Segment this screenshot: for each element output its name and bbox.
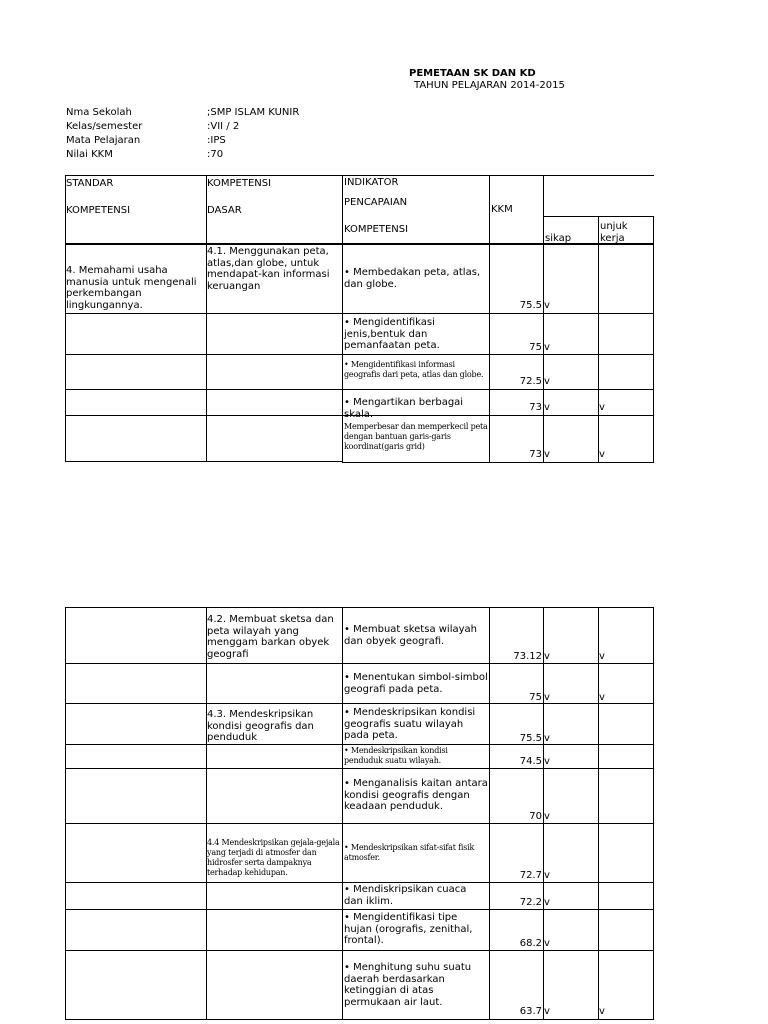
kkm-value: 68.2 — [519, 938, 542, 949]
info-value: :70 — [207, 149, 224, 160]
info-label: Kelas/semester — [66, 121, 143, 132]
kkm-value: 73 — [529, 402, 542, 413]
kkm-value: 70 — [529, 811, 542, 822]
sikap-check: v — [544, 897, 550, 908]
kkm-value: 72.7 — [519, 870, 542, 881]
kompetensi-dasar-cell: 4.3. Mendeskripsikan kondisi geografis dan penduduk — [207, 709, 314, 743]
unjuk-kerja-check: v — [599, 402, 605, 413]
header-pencapaian: PENCAPAIAN — [344, 197, 408, 208]
indikator-cell: • Mengartikan berbagai skala. — [344, 397, 464, 420]
indikator-cell: • Mendeskripsikan sifat-sifat fisik atmosfer. — [344, 843, 475, 862]
indikator-cell: • Menentukan simbol-simbol geografi pada peta. — [344, 672, 488, 695]
sikap-check: v — [544, 376, 550, 387]
header-indikator-kompetensi: KOMPETENSI — [344, 224, 409, 235]
sikap-check: v — [544, 1006, 550, 1017]
kkm-value: 75 — [529, 692, 542, 703]
info-value: :VII / 2 — [207, 121, 240, 132]
sikap-check: v — [544, 449, 550, 460]
kkm-value: 75 — [529, 342, 542, 353]
kkm-value: 73 — [529, 449, 542, 460]
header-standar-kompetensi: KOMPETENSI — [66, 205, 131, 216]
kkm-value: 75.5 — [519, 300, 542, 311]
kkm-value: 74.5 — [519, 756, 542, 767]
kompetensi-dasar-cell: 4.2. Membuat sketsa dan peta wilayah yang menggam barkan obyek geografi — [207, 614, 334, 660]
header-kompetensi: KOMPETENSI — [207, 178, 272, 189]
indikator-cell: • Mendeskripsikan kondisi geografis suatu wilayah pada peta. — [344, 707, 476, 741]
page-subtitle: TAHUN PELAJARAN 2014-2015 — [414, 80, 565, 91]
kkm-value: 73.12 — [513, 651, 542, 662]
header-kkm: KKM — [491, 204, 513, 215]
indikator-cell: • Membuat sketsa wilayah dan obyek geografi. — [344, 624, 477, 647]
info-label: Nilai KKM — [66, 149, 113, 160]
kkm-value: 75.5 — [519, 733, 542, 744]
sikap-check: v — [544, 870, 550, 881]
indikator-cell: • Mengidentifikasi jenis,bentuk dan pemanfaatan peta. — [344, 317, 440, 351]
indikator-cell: • Menganalisis kaitan antara kondisi geografis dengan keadaan penduduk. — [344, 778, 488, 812]
kkm-value: 72.2 — [519, 897, 542, 908]
kompetensi-dasar-cell: 4.4 Mendeskripsikan gejala-gejala yang terjadi di atmosfer dan hidrosfer serta dampaknya terhadap kehidupan. — [207, 838, 340, 877]
info-value: ;SMP ISLAM KUNIR — [207, 107, 300, 118]
sikap-check: v — [544, 733, 550, 744]
info-value: :IPS — [207, 135, 226, 146]
indikator-cell: • Mendeskripsikan kondisi penduduk suatu wilayah. — [344, 746, 448, 765]
standar-kompetensi-cell: 4. Memahami usaha manusia untuk mengenali perkembangan lingkungannya. — [66, 265, 197, 311]
info-label: Mata Pelajaran — [66, 135, 141, 146]
sikap-check: v — [544, 651, 550, 662]
header-dasar: DASAR — [207, 205, 242, 216]
indikator-cell: • Mendiskripsikan cuaca dan iklim. — [344, 884, 467, 907]
header-standar: STANDAR — [66, 178, 114, 189]
unjuk-kerja-check: v — [599, 1006, 605, 1017]
kompetensi-dasar-cell: 4.1. Menggunakan peta, atlas,dan globe, untuk mendapat-kan informasi keruangan — [207, 246, 330, 292]
indikator-cell: • Mengidentifikasi tipe hujan (orografis, zenithal, frontal). — [344, 912, 473, 946]
indikator-cell: • Mengidentifikasi informasi geografis dari peta, atlas dan globe. — [344, 360, 484, 379]
unjuk-kerja-check: v — [599, 651, 605, 662]
unjuk-kerja-check: v — [599, 449, 605, 460]
header-unjuk-kerja: unjuk kerja — [600, 221, 628, 244]
sikap-check: v — [544, 756, 550, 767]
sikap-check: v — [544, 402, 550, 413]
sikap-check: v — [544, 938, 550, 949]
header-indikator: INDIKATOR — [344, 177, 399, 188]
header-sikap: sikap — [545, 233, 572, 244]
indikator-cell: Memperbesar dan memperkecil peta dengan bantuan garis-garis koordinat(garis grid) — [344, 422, 488, 451]
sikap-check: v — [544, 300, 550, 311]
kkm-value: 72.5 — [519, 376, 542, 387]
page-title: PEMETAAN SK DAN KD — [409, 68, 536, 79]
unjuk-kerja-check: v — [599, 692, 605, 703]
sikap-check: v — [544, 811, 550, 822]
kkm-value: 63.7 — [519, 1006, 542, 1017]
info-label: Nma Sekolah — [66, 107, 132, 118]
sikap-check: v — [544, 342, 550, 353]
indikator-cell: • Menghitung suhu suatu daerah berdasarkan ketinggian di atas permukaan air laut. — [344, 962, 472, 1008]
sikap-check: v — [544, 692, 550, 703]
indikator-cell: • Membedakan peta, atlas, dan globe. — [344, 267, 481, 290]
